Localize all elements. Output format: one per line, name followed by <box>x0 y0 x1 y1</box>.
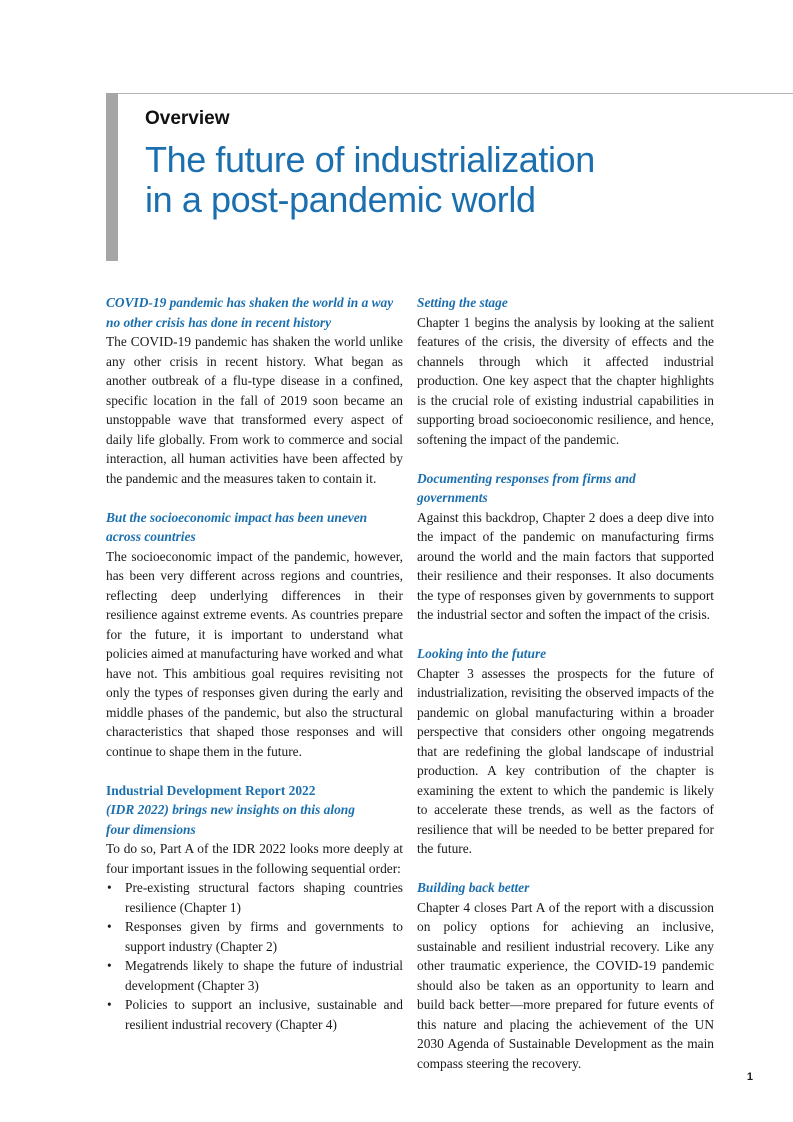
heading-line: Looking into the future <box>417 646 547 661</box>
section-body: Chapter 1 begins the analysis by looking at the salient features of the crisis, the diversity of effects and the channels through which it affected industrial production. One key aspect that the chapter highlights is the crucial role of existing industrial capabilities in supporting broad socioeconomic resilience, and hence, softening the impact of the pandemic. <box>417 314 714 447</box>
section-label: Overview <box>145 108 230 129</box>
heading-line: Documenting responses from firms and <box>417 470 636 486</box>
section-body: Chapter 4 closes Part A of the report with a discussion on policy options for achieving an inclusive, sustainable and resilient industrial recovery. Like any other traumatic experience, the COVID-19 pandemic should also be taken as an opportunity to learn and build back better—more prepared for future events of this nature and placing the achievement of the UN 2030 Agenda of Sustainable Development as the main compass steering the recovery. <box>417 899 714 1071</box>
section-looking-into-future <box>417 644 714 859</box>
heading-line: COVID-19 pandemic has shaken the world in a way <box>106 295 394 310</box>
section-heading <box>417 644 714 664</box>
page-title-line-2: in a post-pandemic world <box>145 179 536 220</box>
list-item: • Pre-existing structural factors shaping countries resilience (Chapter 1) <box>106 878 403 917</box>
list-item: • Megatrends likely to shape the future of industrial development (Chapter 3) <box>106 956 403 995</box>
section-body: The socioeconomic impact of the pandemic, however, has been very different across regions and countries, reflecting deep underlying differences in their resilience against extreme events. As countries prepare for the future, it is important to understand what policies aimed at manufacturing have worked and what have not. This ambitious goal requires revisiting not only the types of responses given during the early and middle phases of the pandemic, but also the structural characteristics that shaped those responses and will continue to shape them in the future. <box>106 548 403 759</box>
heading-line: Setting the stage <box>417 295 508 310</box>
heading-line: Building back better <box>417 880 530 895</box>
right-column <box>417 293 714 1093</box>
heading-line: four dimensions <box>106 821 196 837</box>
section-heading <box>417 878 714 898</box>
list-item: • Policies to support an inclusive, sustainable and resilient industrial recovery (Chapter 4) <box>106 995 403 1034</box>
section-heading <box>417 293 714 313</box>
heading-line: across countries <box>106 529 196 544</box>
section-idr-2022 <box>106 781 403 1035</box>
header-rule <box>106 93 793 94</box>
section-body: The COVID-19 pandemic has shaken the world unlike any other crisis in recent history. What began as another outbreak of a flu-type disease in a confined, specific location in the fall of 2019 soon became an unstoppable wave that transformed every aspect of daily life globally. From work to commerce and social interaction, all human activities have been affected by the pandemic and the measures taken to contain it. <box>106 334 403 486</box>
list-item: • Responses given by firms and governments to support industry (Chapter 2) <box>106 917 403 956</box>
section-uneven-impact <box>106 508 403 762</box>
heading-line: no other crisis has done in recent history <box>106 314 332 330</box>
page-title-line-1: The future of industrialization <box>145 139 595 180</box>
section-heading <box>417 469 714 508</box>
left-column <box>106 293 403 1054</box>
heading-line: Industrial Development Report 2022 <box>106 782 316 798</box>
heading-line: (IDR 2022) brings new insights on this along <box>106 802 355 817</box>
section-body: To do so, Part A of the IDR 2022 looks more deeply at four important issues in the following sequential order: <box>106 841 403 876</box>
page-number: 1 <box>746 1071 753 1083</box>
section-documenting-responses <box>417 469 714 625</box>
page-title <box>145 140 745 220</box>
section-covid-shaken <box>106 293 403 488</box>
issues-list <box>106 878 403 1034</box>
section-setting-the-stage <box>417 293 714 449</box>
heading-line: governments <box>417 490 488 505</box>
section-heading <box>106 508 403 547</box>
section-heading <box>106 293 403 332</box>
header-side-bar <box>106 93 118 261</box>
section-body: Chapter 3 assesses the prospects for the future of industrialization, revisiting the observed impacts of the pandemic on global manufacturing within a broader perspective that considers other ongoing megatrends that are redefining the global landscape of industrial production. A key contribution of the chapter is examining the extent to which the pandemic is likely to accelerate these trends, as well as the factors of resilience that will be needed to be better prepared for the future. <box>417 665 714 856</box>
section-heading <box>106 781 403 840</box>
heading-line: But the socioeconomic impact has been uneven <box>106 509 368 525</box>
section-body: Against this backdrop, Chapter 2 does a deep dive into the impact of the pandemic on manufacturing firms around the world and the main factors that supported their resilience and their responses. It also documents the type of responses given by governments to support the industrial sector and soften the impact of the crisis. <box>417 509 714 622</box>
section-building-back-better <box>417 878 714 1073</box>
